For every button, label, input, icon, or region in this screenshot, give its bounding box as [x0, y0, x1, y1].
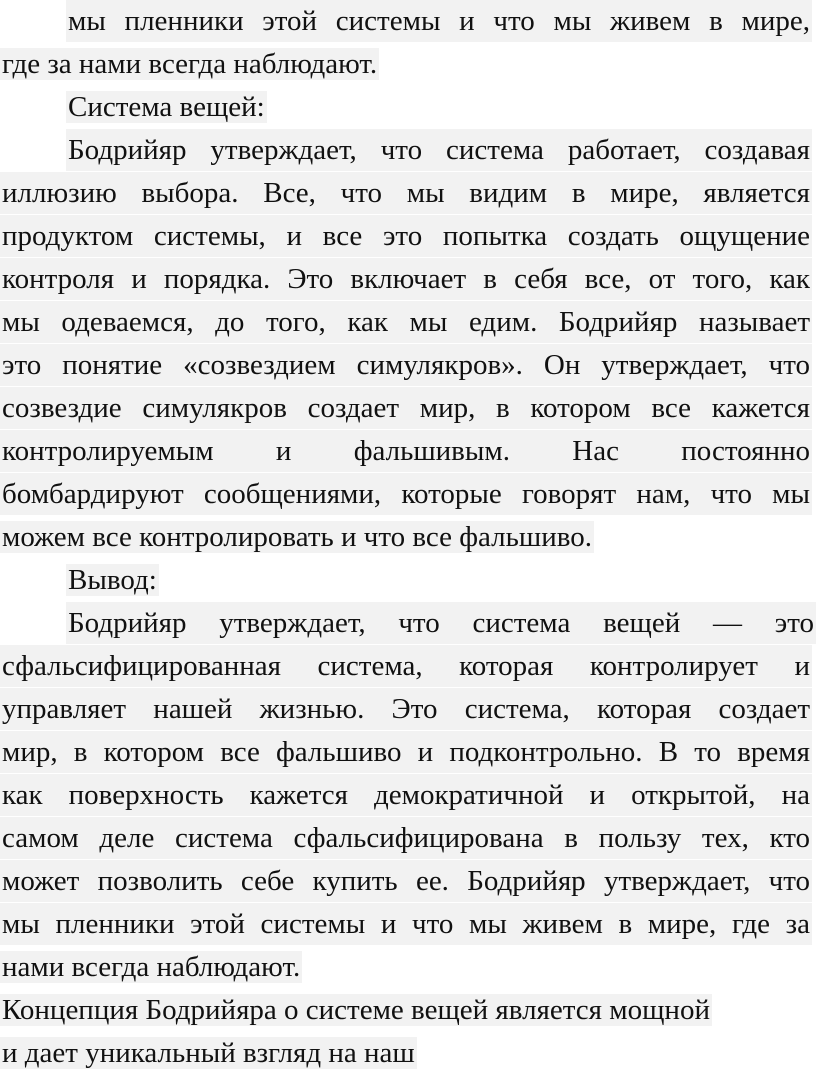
text-line-content: мы пленники этой системы и что мы живем в мире, — [66, 0, 812, 42]
section-heading — [0, 559, 816, 601]
text-line-content: контролируемым и фальшивым. Нас постоянно — [0, 430, 812, 472]
text-line — [0, 344, 816, 386]
text-line-content: Бодрийяр утверждает, что система работает, создавая — [66, 129, 812, 171]
text-line-content: это понятие «созвездием симулякров». Он утверждает, что — [0, 344, 812, 386]
text-line — [0, 215, 816, 257]
text-line-content: как поверхность кажется демократичной и открытой, на — [0, 774, 812, 816]
text-line-content: иллюзию выбора. Все, что мы видим в мире, является — [0, 172, 812, 214]
text-line-content: можем все контролировать и что все фальшиво. — [2, 521, 592, 553]
text-line — [0, 731, 816, 773]
text-line — [0, 258, 816, 300]
text-line — [0, 860, 816, 902]
text-line-content: мы пленники этой системы и что мы живем в мире, где за — [0, 903, 812, 945]
text-line — [0, 473, 816, 515]
section-heading — [0, 86, 816, 128]
text-line-content: самом деле система сфальсифицирована в пользу тех, кто — [0, 817, 812, 859]
text-line — [0, 387, 816, 429]
text-line — [0, 430, 816, 472]
text-line-content: где за нами всегда наблюдают. — [2, 48, 378, 80]
text-line — [0, 172, 816, 214]
text-line — [0, 989, 816, 1031]
text-line-content: контроля и порядка. Это включает в себя все, от того, как — [0, 258, 812, 300]
section-heading-text: Система вещей: — [68, 91, 265, 123]
text-line — [0, 516, 816, 558]
text-line-content: и дает уникальный взгляд на наш — [2, 1037, 415, 1069]
text-line — [0, 946, 816, 988]
text-line — [0, 0, 816, 42]
text-line-content: управляет нашей жизнью. Это система, которая создает — [0, 688, 812, 730]
text-line-content: созвездие симулякров создает мир, в котором все кажется — [0, 387, 812, 429]
text-line — [0, 645, 816, 687]
text-line-content: может позволить себе купить ее. Бодрийяр утверждает, что — [0, 860, 812, 902]
text-line-content: продуктом системы, и все это попытка создать ощущение — [0, 215, 812, 257]
text-line — [0, 301, 816, 343]
text-line — [0, 688, 816, 730]
text-line-content: бомбардируют сообщениями, которые говорят нам, что мы — [0, 473, 812, 515]
text-line — [0, 602, 816, 644]
text-line — [0, 903, 816, 945]
text-line-content: Концепция Бодрийяра о системе вещей является мощной — [2, 994, 710, 1026]
text-line-content: нами всегда наблюдают. — [2, 951, 301, 983]
text-line-content: сфальсифицированная система, которая контролирует и — [0, 645, 812, 687]
text-line-content: Бодрийяр утверждает, что система вещей — это — [66, 602, 816, 644]
text-line — [0, 817, 816, 859]
text-line-content: мир, в котором все фальшиво и подконтрольно. В то время — [0, 731, 812, 773]
text-line — [0, 129, 816, 171]
text-line-content: мы одеваемся, до того, как мы едим. Бодрийяр называет — [0, 301, 812, 343]
text-line — [0, 1032, 816, 1074]
text-line — [0, 774, 816, 816]
text-line — [0, 43, 816, 85]
section-heading-text: Вывод: — [68, 564, 157, 596]
